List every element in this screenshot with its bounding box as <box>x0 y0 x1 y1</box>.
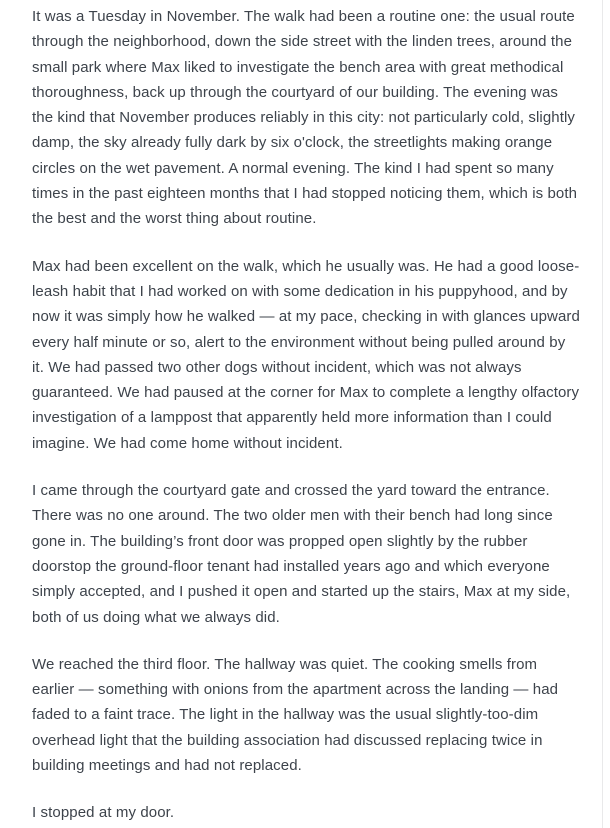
paragraph-4: We reached the third floor. The hallway was quiet. The cooking smells from earlier — something with onions from the apartment across the landing — had faded to a faint trace. The light in the hallway was the usual slightly-too-dim overhead light that the building association had discussed replacing twice in building meetings and had not replaced. <box>32 655 559 775</box>
content-right-border <box>602 0 603 828</box>
paragraph-1: It was a Tuesday in November. The walk had been a routine one: the usual route through the neighborhood, down the side street with the linden trees, around the small park where Max liked to investigate the bench area with great methodical thoroughness, back up through the courtyard of our building. The evening was the kind that November produces reliably in this city: not particularly cold, slightly damp, the sky already fully dark by six o'clock, the streetlights making orange circles on the wet pavement. A normal evening. The kind I had spent so many times in the past eighteen months that I had stopped noticing them, which is both the best and the worst thing about routine. <box>32 8 578 228</box>
paragraph-3: I came through the courtyard gate and crossed the yard toward the entrance. There was no one around. The two older men with their bench had long since gone in. The building’s front door was propped open slightly by the rubber doorstop the ground-floor tenant had installed years ago and which everyone simply accepted, and I pushed it open and started up the stairs, Max at my side, both of us doing what we always did. <box>32 482 571 626</box>
paragraph-2: Max had been excellent on the walk, which he usually was. He had a good loose-leash habit that I had worked on with some dedication in his puppyhood, and by now it was simply how he walked — at my pace, checking in with glances upward every half minute or so, alert to the environment without being pulled around by it. We had passed two other dogs without incident, which was not always guaranteed. We had paused at the corner for Max to complete a lengthy olfactory investigation of a lamppost that apparently held more information than I could imagine. We had come home without incident. <box>32 257 580 452</box>
paragraph-5: I stopped at my door. <box>32 804 175 822</box>
